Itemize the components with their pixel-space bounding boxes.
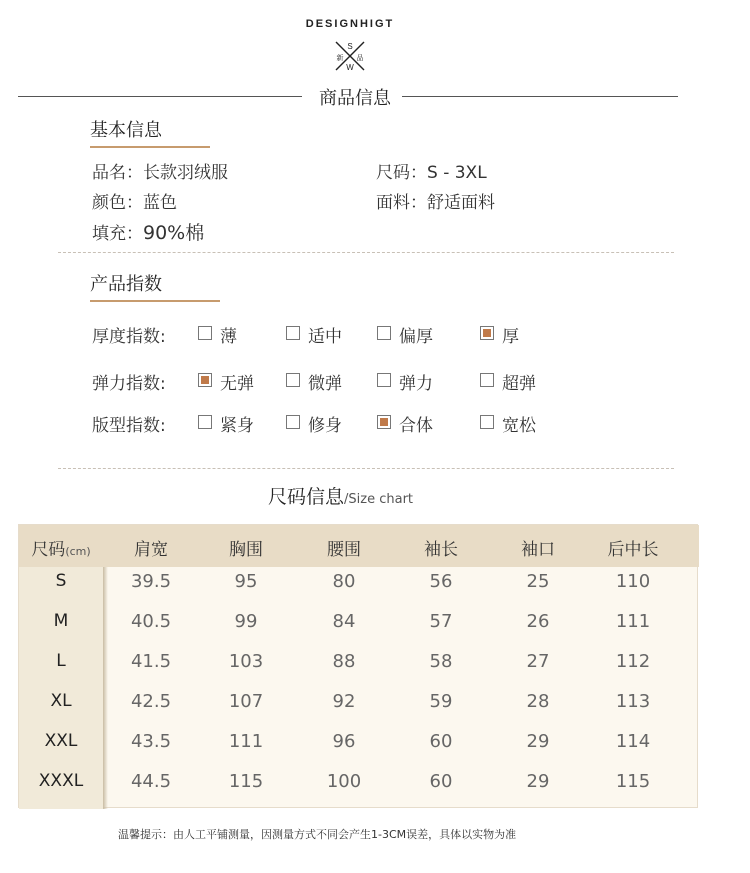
- table-cell: 29: [526, 731, 550, 752]
- table-cell: 27: [526, 651, 550, 672]
- table-cell: 95: [234, 571, 258, 592]
- size-header-cell: [19, 535, 103, 560]
- table-cell: 56: [429, 571, 453, 592]
- table-cell: 60: [429, 731, 453, 752]
- table-cell: 25: [526, 571, 550, 592]
- info-fabric: [376, 188, 495, 213]
- checkbox[interactable]: [198, 373, 212, 387]
- brand-name: DESIGNHIGT: [305, 18, 395, 30]
- table-cell: 44.5: [130, 771, 172, 792]
- checkbox[interactable]: [377, 373, 391, 387]
- info-fabric-value: 舒适面料: [427, 193, 495, 213]
- table-cell: 96: [332, 731, 356, 752]
- column-header: 胸围: [229, 540, 263, 560]
- checkbox[interactable]: [198, 415, 212, 429]
- divider-2: [58, 468, 674, 469]
- option-label: 合体: [399, 416, 433, 436]
- table-cell: 59: [429, 691, 453, 712]
- option-label: 宽松: [502, 416, 536, 436]
- checkbox[interactable]: [286, 415, 300, 429]
- size-label-cell: S: [55, 571, 67, 591]
- divider-1: [58, 252, 674, 253]
- column-header: 后中长: [607, 540, 659, 560]
- option-label: 微弹: [308, 374, 342, 394]
- table-cell: 43.5: [130, 731, 172, 752]
- size-label-cell: XXXL: [38, 771, 84, 791]
- checkbox[interactable]: [480, 373, 494, 387]
- emblem-char-left: 新: [336, 54, 344, 62]
- footer-note: 温馨提示：由人工平铺测量，因测量方式不同会产生1-3CM误差，具体以实物为准: [118, 828, 517, 841]
- table-cell: 80: [332, 571, 356, 592]
- size-label-cell: L: [56, 651, 66, 671]
- page-title: 商品信息: [319, 88, 391, 109]
- table-cell: 39.5: [130, 571, 172, 592]
- table-cell: 58: [429, 651, 453, 672]
- table-cell: 107: [228, 691, 264, 712]
- checkbox[interactable]: [198, 326, 212, 340]
- size-table: [18, 524, 698, 808]
- column-header: 袖口: [521, 540, 555, 560]
- header-rule-left: [18, 96, 302, 97]
- option-label: 弹力: [399, 374, 433, 394]
- checkbox[interactable]: [480, 326, 494, 340]
- info-filling: [92, 218, 204, 245]
- option-label: 偏厚: [399, 327, 433, 347]
- table-cell: 88: [332, 651, 356, 672]
- emblem-char-right: 品: [356, 54, 364, 62]
- info-size-label: 尺码：: [376, 163, 427, 183]
- index-row-label: 弹力指数:: [92, 374, 166, 394]
- table-cell: 41.5: [130, 651, 172, 672]
- info-size-value: S - 3XL: [427, 163, 487, 183]
- basic-info-title: 基本信息: [90, 120, 162, 141]
- info-size: [376, 158, 487, 183]
- emblem-letter-bottom: W: [346, 63, 354, 72]
- size-chart-subtitle: /Size chart: [344, 492, 414, 507]
- table-cell: 103: [228, 651, 264, 672]
- checkbox[interactable]: [377, 326, 391, 340]
- index-row-label: 厚度指数:: [92, 327, 166, 347]
- checkbox[interactable]: [286, 326, 300, 340]
- info-name: [92, 158, 228, 183]
- brand-logo: [290, 16, 410, 76]
- info-filling-value: 90%棉: [143, 222, 205, 244]
- table-cell: 110: [615, 571, 651, 592]
- checkbox[interactable]: [286, 373, 300, 387]
- column-header: 肩宽: [134, 540, 168, 560]
- emblem-letter-top: S: [347, 42, 353, 51]
- option-label: 适中: [308, 327, 342, 347]
- option-label: 紧身: [220, 416, 254, 436]
- table-cell: 114: [615, 731, 651, 752]
- checkbox[interactable]: [377, 415, 391, 429]
- table-cell: 92: [332, 691, 356, 712]
- option-label: 薄: [220, 327, 237, 347]
- product-index-title: 产品指数: [90, 274, 162, 295]
- column-header: 腰围: [327, 540, 361, 560]
- table-cell: 84: [332, 611, 356, 632]
- table-cell: 29: [526, 771, 550, 792]
- option-label: 厚: [502, 327, 519, 347]
- table-cell: 99: [234, 611, 258, 632]
- size-header-label: 尺码: [31, 540, 66, 560]
- info-color-value: 蓝色: [143, 193, 177, 213]
- info-color-label: 颜色：: [92, 193, 143, 213]
- table-cell: 111: [228, 731, 264, 752]
- option-label: 超弹: [502, 374, 536, 394]
- size-label-cell: XXL: [44, 731, 78, 751]
- size-header-unit: (cm): [65, 545, 91, 558]
- checkbox[interactable]: [480, 415, 494, 429]
- index-row-label: 版型指数:: [92, 416, 166, 436]
- table-cell: 28: [526, 691, 550, 712]
- size-label-cell: XL: [50, 691, 72, 711]
- table-cell: 113: [615, 691, 651, 712]
- info-name-label: 品名：: [92, 163, 143, 183]
- table-cell: 26: [526, 611, 550, 632]
- basic-info-underline: [90, 146, 210, 148]
- size-chart-title-cn: 尺码信息: [268, 486, 345, 508]
- table-cell: 60: [429, 771, 453, 792]
- info-name-value: 长款羽绒服: [143, 163, 228, 183]
- info-filling-label: 填充：: [92, 224, 143, 244]
- info-fabric-label: 面料：: [376, 193, 427, 213]
- size-label-cell: M: [53, 611, 69, 631]
- column-header: 袖长: [424, 540, 458, 560]
- table-cell: 115: [615, 771, 651, 792]
- header-rule-right: [402, 96, 678, 97]
- option-label: 修身: [308, 416, 342, 436]
- product-index-underline: [90, 300, 220, 302]
- option-label: 无弹: [220, 374, 254, 394]
- table-cell: 115: [228, 771, 264, 792]
- table-cell: 100: [326, 771, 362, 792]
- table-cell: 40.5: [130, 611, 172, 632]
- size-chart-title: [268, 482, 413, 509]
- table-cell: 111: [615, 611, 651, 632]
- table-cell: 112: [615, 651, 651, 672]
- info-color: [92, 188, 177, 213]
- table-cell: 57: [429, 611, 453, 632]
- table-cell: 42.5: [130, 691, 172, 712]
